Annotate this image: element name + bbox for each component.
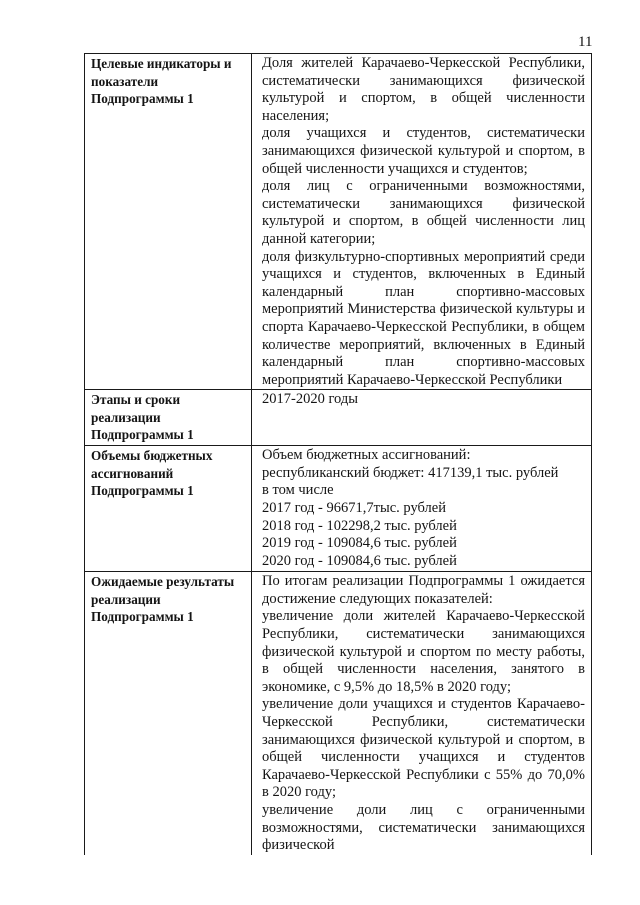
budget-line: Объем бюджетных ассигнований: xyxy=(262,447,471,464)
row-value-cell xyxy=(252,446,592,572)
result-paragraph: увеличение доли учащихся и студентов Карачаево-Черкесской Республики, систематически занимающихся физической культурой и спортом, в общей численности учащихся и студентов Карачаево-Черкесской Республики с 55% до 70,0% в 2020 году; xyxy=(262,696,585,801)
budget-line: 2017 год - 96671,7тыс. рублей xyxy=(262,500,446,517)
budget-line: 2020 год - 109084,6 тыс. рублей xyxy=(262,552,457,569)
table-row xyxy=(85,446,592,572)
result-paragraph: увеличение доли жителей Карачаево-Черкесской Республики, систематически занимающихся физической культурой и спортом по месту работы, в общей численности населения, занятого в экономике, с 9,5% до 18,5% в 2020 году; xyxy=(262,608,585,695)
indicator-paragraph: доля физкультурно-спортивных мероприятий среди учащихся и студентов, включенных в Единый календарный план спортивно-массовых мероприятий Министерства физической культуры и спорта Карачаево-Черкесской Республики, в общем количестве мероприятий, включенных в Единый календарный план спортивно-массовых мероприятий Карачаево-Черкесской Республики xyxy=(262,248,585,388)
indicator-paragraph: Доля жителей Карачаево-Черкесской Республики, систематически занимающихся физической культурой и спортом, в общей численности населения; xyxy=(262,55,585,124)
result-paragraph: По итогам реализации Подпрограммы 1 ожидается достижение следующих показателей: xyxy=(262,573,585,607)
row-label: Объемы бюджетных ассигнований Подпрограммы 1 xyxy=(91,448,213,499)
budget-line: 2019 год - 109084,6 тыс. рублей xyxy=(262,535,457,552)
indicator-paragraph: доля лиц с ограниченными возможностями, систематически занимающихся физической культурой и спортом, в общей численности лиц данной категории; xyxy=(262,178,585,247)
row-value-cell xyxy=(252,390,592,446)
table-row xyxy=(85,390,592,446)
budget-line: 2018 год - 102298,2 тыс. рублей xyxy=(262,517,457,534)
row-value-cell xyxy=(252,572,592,855)
row-label: Ожидаемые результаты реализации Подпрограммы 1 xyxy=(91,574,235,625)
row-label: Целевые индикаторы и показатели Подпрограммы 1 xyxy=(91,56,232,106)
budget-line: в том числе xyxy=(262,482,334,499)
period-text: 2017-2020 годы xyxy=(262,391,358,408)
page-number: 11 xyxy=(578,34,593,50)
subprogram-passport-table xyxy=(84,53,592,855)
table-row xyxy=(85,572,592,855)
row-label-cell xyxy=(85,446,252,572)
row-label-cell xyxy=(85,572,252,855)
table-row xyxy=(85,54,592,390)
indicator-paragraph: доля учащихся и студентов, систематически занимающихся физической культурой и спортом, в общей численности учащихся и студентов; xyxy=(262,125,585,177)
row-label: Этапы и сроки реализации Подпрограммы 1 xyxy=(91,392,194,443)
row-label-cell xyxy=(85,54,252,390)
result-paragraph: увеличение доли лиц с ограниченными возможностями, систематически занимающихся физической xyxy=(262,802,585,854)
row-value-cell xyxy=(252,54,592,390)
budget-line: республиканский бюджет: 417139,1 тыс. рублей xyxy=(262,464,559,481)
row-label-cell xyxy=(85,390,252,446)
